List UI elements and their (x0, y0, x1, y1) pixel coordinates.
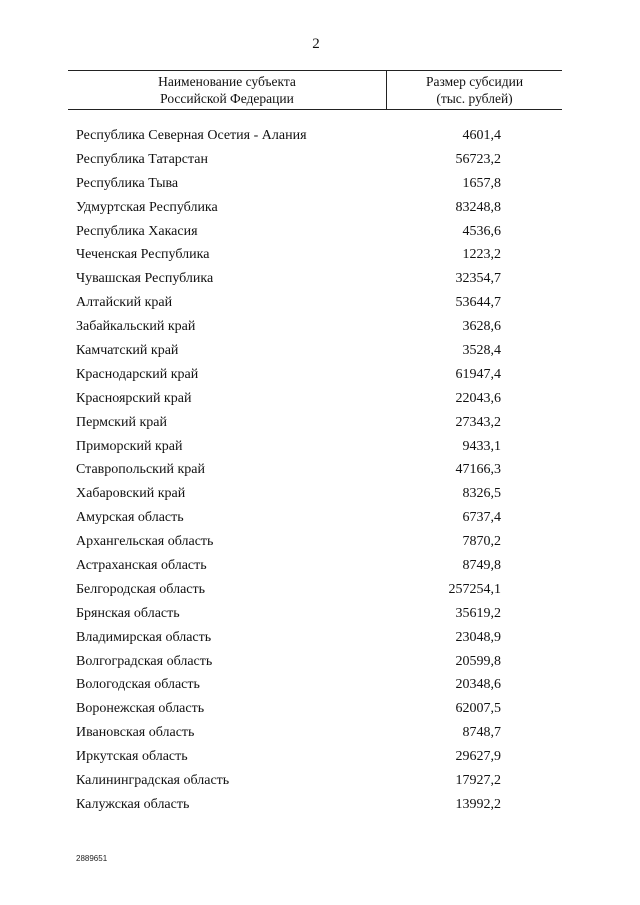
subsidy-amount: 4536,6 (462, 223, 501, 239)
table-row (68, 387, 562, 411)
subsidy-amount: 8748,7 (462, 725, 501, 741)
subsidy-amount: 3528,4 (462, 342, 501, 358)
region-name: Республика Северная Осетия - Алания (76, 127, 307, 143)
subsidy-amount: 9433,1 (462, 438, 501, 454)
subsidy-table (68, 70, 562, 817)
region-name: Волгоградская область (76, 653, 213, 669)
region-name: Пермский край (76, 414, 167, 430)
region-name: Калужская область (76, 796, 190, 812)
table-row (68, 506, 562, 530)
region-name: Чувашская Республика (76, 271, 214, 287)
subsidy-amount: 83248,8 (455, 199, 501, 215)
document-code: 2889651 (76, 854, 108, 863)
subsidy-amount: 4601,4 (462, 127, 501, 143)
table-row (68, 793, 562, 817)
subsidy-amount: 20348,6 (455, 677, 501, 693)
region-name: Воронежская область (76, 701, 205, 717)
table-row (68, 220, 562, 244)
subsidy-amount: 23048,9 (455, 629, 501, 645)
table-row (68, 363, 562, 387)
subsidy-amount: 32354,7 (455, 271, 501, 287)
table-row (68, 745, 562, 769)
region-name: Забайкальский край (76, 319, 196, 335)
region-name: Красноярский край (76, 390, 192, 406)
region-name: Амурская область (76, 510, 184, 526)
table-row (68, 315, 562, 339)
subsidy-amount: 47166,3 (455, 462, 501, 478)
subsidy-amount: 22043,6 (455, 390, 501, 406)
subsidy-amount: 62007,5 (455, 701, 501, 717)
table-row (68, 721, 562, 745)
column-header-region: Наименование субъекта Российской Федерации (68, 71, 387, 109)
subsidy-amount: 56723,2 (455, 151, 501, 167)
subsidy-amount: 13992,2 (455, 796, 501, 812)
region-name: Ставропольский край (76, 462, 205, 478)
region-name: Приморский край (76, 438, 183, 454)
region-name: Вологодская область (76, 677, 200, 693)
region-name: Краснодарский край (76, 366, 199, 382)
subsidy-amount: 53644,7 (455, 295, 501, 311)
region-name: Ивановская область (76, 725, 195, 741)
table-row (68, 769, 562, 793)
table-row (68, 291, 562, 315)
subsidy-amount: 257254,1 (448, 581, 501, 597)
subsidy-amount: 3628,6 (462, 319, 501, 335)
table-row (68, 697, 562, 721)
table-row (68, 650, 562, 674)
region-name: Астраханская область (76, 557, 207, 573)
subsidy-amount: 17927,2 (455, 772, 501, 788)
table-row (68, 267, 562, 291)
table-header (68, 70, 562, 110)
region-name: Чеченская Республика (76, 247, 210, 263)
table-row (68, 411, 562, 435)
subsidy-amount: 1223,2 (462, 247, 501, 263)
region-name: Хабаровский край (76, 486, 186, 502)
subsidy-amount: 8326,5 (462, 486, 501, 502)
subsidy-amount: 20599,8 (455, 653, 501, 669)
table-row (68, 673, 562, 697)
page-number: 2 (312, 36, 320, 52)
region-name: Архангельская область (76, 534, 214, 550)
subsidy-amount: 7870,2 (462, 534, 501, 550)
subsidy-amount: 6737,4 (462, 510, 501, 526)
subsidy-amount: 1657,8 (462, 175, 501, 191)
region-name: Брянская область (76, 605, 180, 621)
table-row (68, 578, 562, 602)
table-row (68, 530, 562, 554)
region-name: Республика Татарстан (76, 151, 209, 167)
subsidy-amount: 29627,9 (455, 749, 501, 765)
region-name: Белгородская область (76, 581, 206, 597)
table-row (68, 435, 562, 459)
table-row (68, 243, 562, 267)
table-row (68, 124, 562, 148)
region-name: Иркутская область (76, 749, 188, 765)
subsidy-amount: 35619,2 (455, 605, 501, 621)
region-name: Республика Тыва (76, 175, 179, 191)
table-row (68, 602, 562, 626)
table-row (68, 458, 562, 482)
table-row (68, 172, 562, 196)
table-row (68, 339, 562, 363)
subsidy-amount: 61947,4 (455, 366, 501, 382)
table-row (68, 482, 562, 506)
table-body (68, 124, 562, 817)
region-name: Камчатский край (76, 342, 179, 358)
table-row (68, 148, 562, 172)
subsidy-amount: 8749,8 (462, 557, 501, 573)
table-row (68, 196, 562, 220)
region-name: Удмуртская Республика (76, 199, 218, 215)
table-row (68, 554, 562, 578)
region-name: Владимирская область (76, 629, 212, 645)
column-header-amount: Размер субсидии (тыс. рублей) (425, 74, 524, 106)
region-name: Республика Хакасия (76, 223, 198, 239)
table-row (68, 626, 562, 650)
region-name: Калининградская область (76, 772, 230, 788)
region-name: Алтайский край (76, 295, 173, 311)
subsidy-amount: 27343,2 (455, 414, 501, 430)
